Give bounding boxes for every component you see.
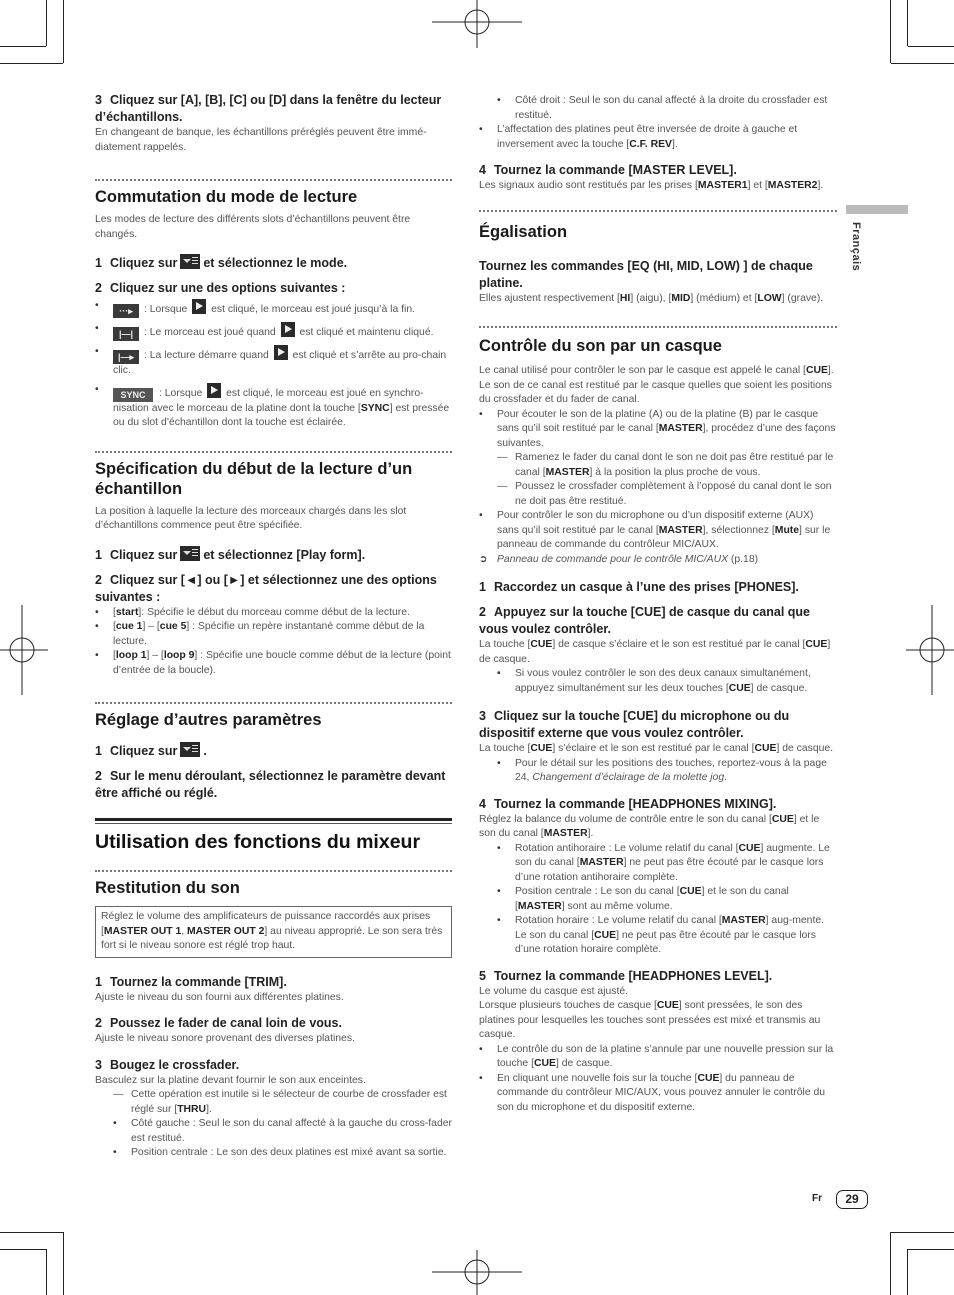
list-item: • Position centrale : Le son du canal [CUE] et le son du canal [MASTER] sont au même volume. xyxy=(479,885,837,914)
heading-commutation: Commutation du mode de lecture xyxy=(95,188,358,206)
section-divider xyxy=(95,179,452,181)
list-item: • Côté droit : Seul le son du canal affecté à la droite du crossfader est restitué. xyxy=(479,94,837,123)
heading-reglage: Réglage d’autres paramètres xyxy=(95,711,322,729)
casque-step-3-desc: La touche [CUE] s’éclaire et le son est restitué par le canal [CUE] de casque. xyxy=(479,743,834,754)
commutation-intro: Les modes de lecture des différents slots d’échantillons peuvent être changés. xyxy=(95,214,411,240)
list-item: • Rotation horaire : Le volume relatif du canal [MASTER] aug-mente. Le son du canal [CUE] ne peut pas être écouté par le casque lors d’une rotation horaire complète. xyxy=(479,914,837,958)
egalisation-step: Tournez les commandes [EQ (HI, MID, LOW) ] de chaque platine. xyxy=(479,258,813,290)
menu-icon[interactable] xyxy=(180,254,200,269)
casque-step-5: 5 Tournez la commande [HEADPHONES LEVEL]. xyxy=(479,968,773,983)
list-item: • Rotation antihoraire : Le volume relatif du canal [CUE] augmente. Le son du canal [MASTER] ne peut pas être écouté par le casque lors d’une rotation antihoraire complète. xyxy=(479,842,837,886)
egalisation-desc: Elles ajustent respectivement [HI] (aigu), [MID] (médium) et [LOW] (grave). xyxy=(479,292,824,304)
registration-mark-bottom xyxy=(432,1250,522,1295)
specification-step-2: 2 Cliquez sur [◄] ou [►] et sélectionnez une des options suivantes : xyxy=(95,572,437,604)
list-item: • [cue 1] – [cue 5] : Spécifie un repère instantané comme début de la lecture. xyxy=(95,620,452,649)
menu-icon[interactable] xyxy=(180,546,200,561)
list-item: • [start]: Spécifie le début du morceau comme début de la lecture. xyxy=(95,606,452,621)
restitution-step-2: 2 Poussez le fader de canal loin de vous. xyxy=(95,1016,342,1030)
section-divider xyxy=(479,326,837,328)
registration-mark-top xyxy=(432,0,522,50)
list-item: • Pour contrôler le son du microphone ou d’un dispositif externe (AUX) sans qu’il soit restitué par le canal [MASTER], sélectionnez [Mute] sur le panneau de commande du contrôleur MIC/AUX. xyxy=(479,509,837,553)
list-item: • ···▸ : Lorsque est cliqué, le morceau est joué jusqu’à la fin. xyxy=(95,299,452,318)
casque-intro: Le canal utilisé pour contrôler le son par le casque est appelé le canal [CUE]. Le son de ce canal est restitué par le casque quelles que soient les positions du crossfader et du fader de canal. xyxy=(479,365,834,405)
casque-step-2: 2 Appuyez sur la touche [CUE] de casque du canal que vous voulez contrôler. xyxy=(479,605,810,636)
chapter-rule xyxy=(95,818,452,824)
step-3-desc: En changeant de banque, les échantillons préréglés peuvent être immé-diatement rappelés. xyxy=(95,127,427,153)
commutation-step-1: 1 Cliquez sur et sélectionnez le mode. xyxy=(95,256,348,270)
section-divider xyxy=(479,210,837,212)
caution-box: Réglez le volume des amplificateurs de puissance raccordés aux prises [MASTER OUT 1, MASTER OUT 2] au niveau approprié. Le son sera très fort si le niveau sonore est réglé trop haut. xyxy=(95,906,452,958)
registration-mark-right xyxy=(904,605,954,695)
toggle-play-icon: |—▸ xyxy=(113,350,139,364)
cross-reference[interactable]: ➲ Panneau de commande pour le contrôle MIC/AUX (p.18) xyxy=(479,553,837,568)
list-item: • |—| : Le morceau est joué quand est cliqué et maintenu cliqué. xyxy=(95,322,452,341)
right-column xyxy=(479,92,837,1115)
play-icon xyxy=(274,345,288,360)
casque-step-1: 1 Raccordez un casque à l’une des prises [PHONES]. xyxy=(479,580,799,594)
list-item: • Pour écouter le son de la platine (A) ou de la platine (B) par le casque sans qu’il soit restitué par le canal [MASTER], procédez d’une des façons suivantes. xyxy=(479,408,837,452)
restitution-step-1: 1 Tournez la commande [TRIM]. xyxy=(95,974,287,989)
page-number: 29 xyxy=(836,1190,868,1209)
list-item: • L’affectation des platines peut être inversée de droite à gauche et inversement avec la touche [C.F. REV]. xyxy=(479,123,837,152)
section-divider xyxy=(95,870,452,872)
list-item: • Le contrôle du son de la platine s’annule par une nouvelle pression sur la touche [CUE] de casque. xyxy=(479,1043,837,1072)
section-divider xyxy=(95,702,452,704)
play-icon xyxy=(192,299,206,314)
list-item: — Ramenez le fader du canal dont le son ne doit pas être restitué par le canal [MASTER] à la position la plus proche de vous. xyxy=(479,451,837,480)
registration-mark-left xyxy=(0,605,50,695)
left-column xyxy=(95,92,452,1161)
list-item: • En cliquant une nouvelle fois sur la touche [CUE] du panneau de commande du contrôleur MIC/AUX, vous pouvez annuler le contrôle du son du microphone et du dispositif externe. xyxy=(479,1072,837,1116)
list-item: — Poussez le crossfader complètement à l’opposé du canal dont le son ne doit pas être restitué. xyxy=(479,480,837,509)
sync-icon: SYNC xyxy=(113,388,153,402)
footer-language: Fr xyxy=(812,1193,822,1204)
step-3-title: 3 Cliquez sur [A], [B], [C] ou [D] dans la fenêtre du lecteur d’échantillons. xyxy=(95,93,442,124)
heading-casque: Contrôle du son par un casque xyxy=(479,337,722,355)
play-to-end-icon: ···▸ xyxy=(113,304,139,318)
list-item: • |—▸ : La lecture démarre quand est cliqué et s’arrête au pro-chain clic. xyxy=(95,345,452,379)
list-item: — Cette opération est inutile si le sélecteur de courbe de crossfader est réglé sur [THRU]. xyxy=(95,1088,452,1117)
play-icon xyxy=(281,322,295,337)
heading-egalisation: Égalisation xyxy=(479,222,568,241)
list-item: • [loop 1] – [loop 9] : Spécifie une boucle comme début de la lecture (point d’entrée de la boucle). xyxy=(95,649,452,678)
list-item: • Côté gauche : Seul le son du canal affecté à la gauche du cross-fader est restitué. xyxy=(95,1117,452,1146)
menu-icon[interactable] xyxy=(180,742,200,757)
specification-intro: La position à laquelle la lecture des morceaux chargés dans les slot d’échantillons commence peut être spécifiée. xyxy=(95,505,407,531)
list-item: • Pour le détail sur les positions des touches, reportez-vous à la page 24, Changement d’éclairage de la molette jog. xyxy=(479,757,837,786)
casque-step-5-desc-1: Le volume du casque est ajusté. xyxy=(479,985,629,997)
section-divider xyxy=(95,451,452,453)
heading-restitution: Restitution du son xyxy=(95,879,240,897)
master-level-step: 4 Tournez la commande [MASTER LEVEL]. xyxy=(479,163,737,177)
casque-step-4-desc: Réglez la balance du volume de contrôle entre le son du canal [CUE] et le son du canal [MASTER]. xyxy=(479,813,820,839)
commutation-step-2: 2 Cliquez sur une des options suivantes : xyxy=(95,281,346,295)
list-item: • Position centrale : Le son des deux platines est mixé avant sa sortie. xyxy=(95,1146,452,1161)
restitution-step-1-desc: Ajuste le niveau du son fourni aux différentes platines. xyxy=(95,991,344,1003)
reglage-step-2: 2 Sur le menu déroulant, sélectionnez le paramètre devant être affiché ou réglé. xyxy=(95,769,446,800)
restitution-step-2-desc: Ajuste le niveau sonore provenant des diverses platines. xyxy=(95,1033,355,1044)
reglage-step-1: 1 Cliquez sur . xyxy=(95,744,207,758)
casque-step-5-desc-2: Lorsque plusieurs touches de casque [CUE] sont pressées, le son des platines pour lesquelles les touches sont pressées est mixé et transmis au casque. xyxy=(479,1000,821,1040)
restitution-step-3: 3 Bougez le crossfader. xyxy=(95,1057,240,1072)
casque-step-2-desc: La touche [CUE] de casque s’éclaire et le son est restitué par le canal [CUE] de casque. xyxy=(479,639,831,665)
casque-step-4: 4 Tournez la commande [HEADPHONES MIXING]. xyxy=(479,796,777,811)
list-item: • SYNC : Lorsque est cliqué, le morceau est joué en synchro-nisation avec le morceau de la platine dont la touche [SYNC] est pressée ou du slot d’échantillon dont la touche est éclairée. xyxy=(95,383,452,431)
play-icon xyxy=(207,383,221,398)
heading-specification: Spécification du début de la lecture d’un échantillon xyxy=(95,459,413,498)
hold-play-icon: |—| xyxy=(113,327,139,341)
master-level-desc: Les signaux audio sont restitués par les prises [MASTER1] et [MASTER2]. xyxy=(479,180,824,191)
list-item: • Si vous voulez contrôler le son des deux canaux simultanément, appuyez simultanément sur les deux touches [CUE] de casque. xyxy=(479,667,837,696)
heading-mixeur: Utilisation des fonctions du mixeur xyxy=(95,831,421,853)
specification-step-1: 1 Cliquez sur et sélectionnez [Play form]. xyxy=(95,547,366,562)
casque-step-3: 3 Cliquez sur la touche [CUE] du microphone ou du dispositif externe que vous voulez contrôler. xyxy=(479,709,790,740)
restitution-step-3-desc: Basculez sur la platine devant fournir le son aux enceintes. xyxy=(95,1074,366,1086)
language-label: Français xyxy=(850,222,862,272)
language-tab xyxy=(846,205,908,214)
